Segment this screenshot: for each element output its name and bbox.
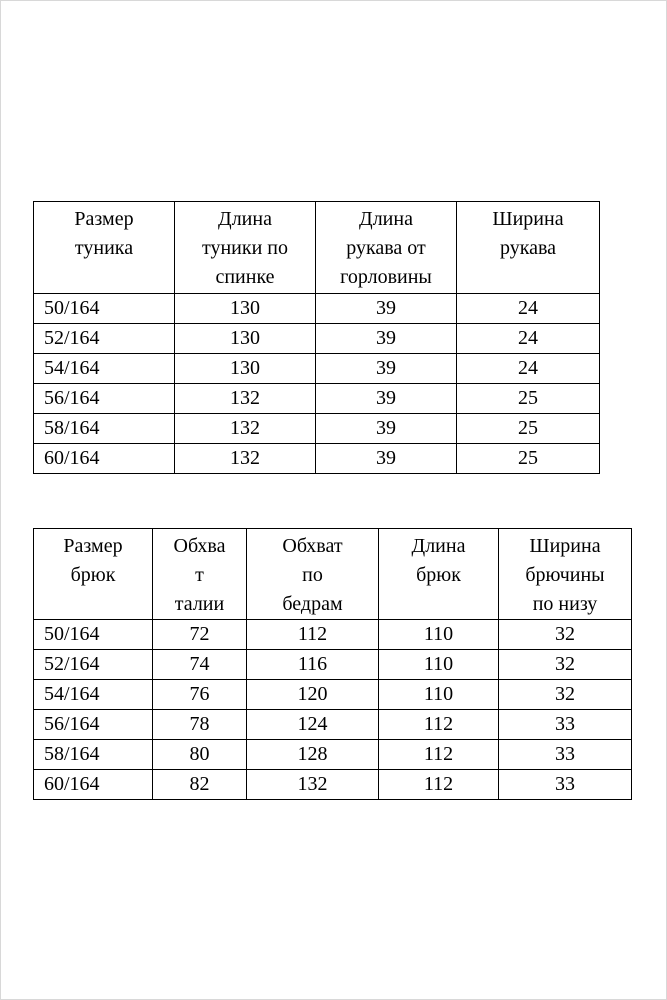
header-leg-width (499, 529, 632, 620)
value-cell: 132 (175, 384, 316, 414)
header-line: Размер (63, 535, 123, 557)
size-cell: 50/164 (34, 620, 153, 650)
table-row (34, 354, 600, 384)
value-cell: 110 (379, 650, 499, 680)
value-cell: 76 (153, 680, 247, 710)
value-cell: 39 (316, 444, 457, 474)
value-cell: 24 (457, 354, 600, 384)
size-cell: 52/164 (34, 650, 153, 680)
value-cell: 74 (153, 650, 247, 680)
value-cell: 82 (153, 770, 247, 800)
header-sleeve-width (457, 202, 600, 294)
value-cell: 80 (153, 740, 247, 770)
value-cell: 33 (499, 710, 632, 740)
value-cell: 112 (379, 740, 499, 770)
value-cell: 39 (316, 414, 457, 444)
tunic-size-table (33, 201, 600, 474)
value-cell: 33 (499, 770, 632, 800)
value-cell: 39 (316, 384, 457, 414)
header-line: Длина (359, 208, 413, 230)
header-line: брюк (416, 564, 461, 586)
size-cell: 50/164 (34, 294, 175, 324)
value-cell: 24 (457, 294, 600, 324)
value-cell: 132 (247, 770, 379, 800)
header-hips (247, 529, 379, 620)
value-cell: 128 (247, 740, 379, 770)
value-cell: 39 (316, 294, 457, 324)
header-tunic-length (175, 202, 316, 294)
value-cell: 78 (153, 710, 247, 740)
size-cell: 56/164 (34, 384, 175, 414)
table-row (34, 324, 600, 354)
value-cell: 32 (499, 680, 632, 710)
table-row (34, 384, 600, 414)
header-line: талии (174, 593, 225, 615)
table-row (34, 650, 632, 680)
table-row (34, 414, 600, 444)
value-cell: 130 (175, 354, 316, 384)
size-cell: 56/164 (34, 710, 153, 740)
value-cell: 112 (379, 770, 499, 800)
value-cell: 132 (175, 414, 316, 444)
header-line: спинке (215, 266, 275, 288)
header-waist (153, 529, 247, 620)
header-line: Длина (411, 535, 466, 557)
size-cell: 60/164 (34, 770, 153, 800)
value-cell: 132 (175, 444, 316, 474)
value-cell: 112 (247, 620, 379, 650)
header-line: бедрам (282, 593, 343, 615)
header-line: рукава от (346, 237, 426, 259)
value-cell: 25 (457, 414, 600, 444)
value-cell: 32 (499, 650, 632, 680)
tunic-table-body (34, 294, 600, 474)
header-line: по (302, 564, 323, 586)
value-cell: 110 (379, 620, 499, 650)
size-cell: 58/164 (34, 740, 153, 770)
header-line: туники по (201, 237, 288, 259)
table-row (34, 740, 632, 770)
table-row (34, 680, 632, 710)
value-cell: 39 (316, 354, 457, 384)
header-trousers-length (379, 529, 499, 620)
size-cell: 54/164 (34, 680, 153, 710)
header-line: Обхват (282, 535, 343, 557)
value-cell: 72 (153, 620, 247, 650)
size-cell: 54/164 (34, 354, 175, 384)
value-cell: 25 (457, 444, 600, 474)
header-line: брюк (70, 564, 116, 586)
size-cell: 60/164 (34, 444, 175, 474)
header-line: по низу (532, 593, 598, 615)
header-line: брючины (525, 564, 605, 586)
value-cell: 24 (457, 324, 600, 354)
value-cell: 130 (175, 294, 316, 324)
value-cell: 130 (175, 324, 316, 354)
table-row (34, 294, 600, 324)
value-cell: 39 (316, 324, 457, 354)
value-cell: 112 (379, 710, 499, 740)
header-size (34, 529, 153, 620)
table-row (34, 620, 632, 650)
header-line: Обхва (173, 535, 226, 557)
size-cell: 58/164 (34, 414, 175, 444)
table-row (34, 770, 632, 800)
table-row (34, 710, 632, 740)
trousers-table-body (34, 620, 632, 800)
value-cell: 124 (247, 710, 379, 740)
value-cell: 32 (499, 620, 632, 650)
header-line: Длина (218, 208, 272, 230)
value-cell: 110 (379, 680, 499, 710)
header-line: рукава (499, 237, 557, 259)
header-line: горловины (340, 266, 432, 288)
value-cell: 33 (499, 740, 632, 770)
value-cell: 25 (457, 384, 600, 414)
value-cell: 116 (247, 650, 379, 680)
header-line: Размер (74, 208, 134, 230)
header-size (34, 202, 175, 294)
size-cell: 52/164 (34, 324, 175, 354)
header-line: Ширина (492, 208, 564, 230)
header-line: туника (74, 237, 134, 259)
value-cell: 120 (247, 680, 379, 710)
trousers-size-table (33, 528, 632, 800)
table-row (34, 444, 600, 474)
header-line: т (195, 564, 204, 586)
table-header-row (34, 202, 600, 294)
header-line: Ширина (529, 535, 601, 557)
header-sleeve-length (316, 202, 457, 294)
table-header-row (34, 529, 632, 620)
